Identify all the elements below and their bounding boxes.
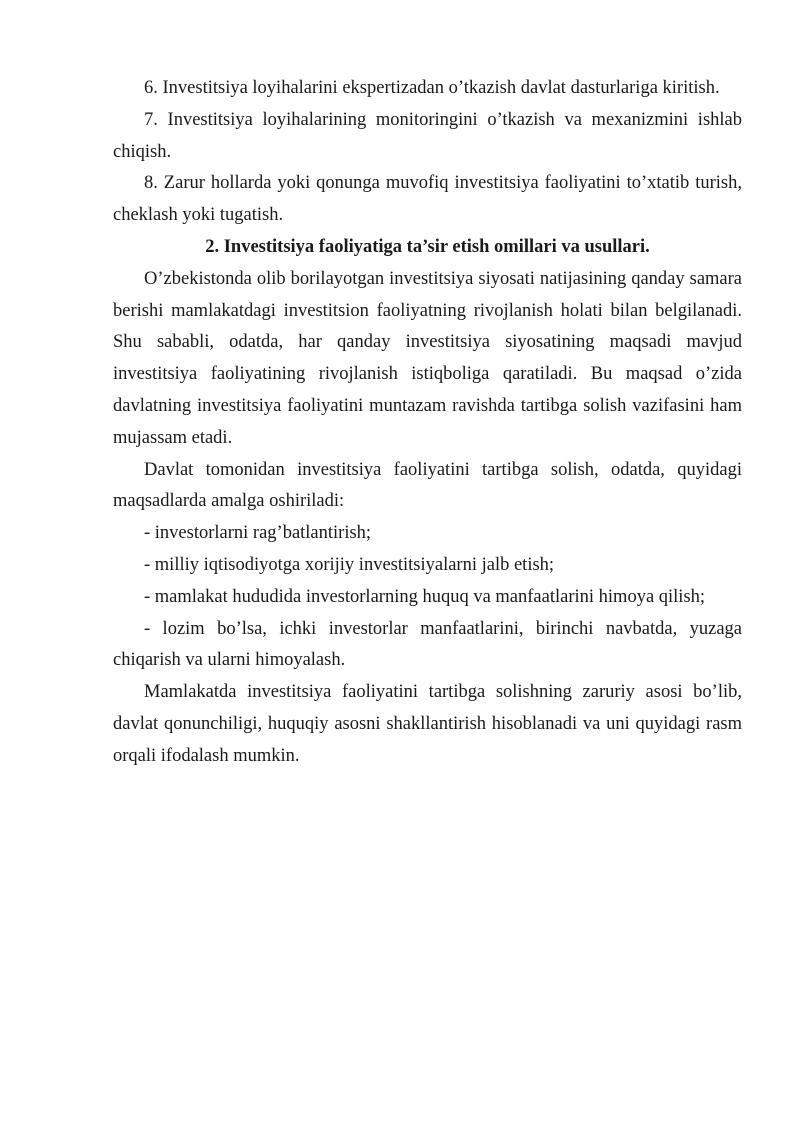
body-paragraph: O’zbekistonda olib borilayotgan investitsiya siyosati natijasining qanday samara berishi mamlakatdagi investitsion faoliyatning rivojlanish holati bilan belgilanadi. Shu sababli, odatda, har qanday investitsiya siyosatining maqsadi mavjud investitsiya faoliyatining rivojlanish istiqboliga qaratiladi. Bu maqsad o’zida davlatning investitsiya faoliyatini muntazam ravishda tartibga solish vazifasini ham mujassam etadi. [113,268,742,448]
list-item-7: 7. Investitsiya loyihalarining monitoringini o’tkazish va mexanizmini ishlab chiqish. [113,109,742,162]
body-paragraph: Mamlakatda investitsiya faoliyatini tartibga solishning zaruriy asosi bo’lib, davlat qonunchiligi, huquqiy asosni shakllantirish hisoblanadi va uni quyidagi rasm orqali ifodalash mumkin. [113,682,742,766]
bullet-item: - lozim bo’lsa, ichki investorlar manfaatlarini, birinchi navbatda, yuzaga chiqarish va ularni himoyalash. [113,618,742,671]
body-paragraph: Davlat tomonidan investitsiya faoliyatini tartibga solish, odatda, quyidagi maqsadlarda amalga oshiriladi: [113,459,742,512]
list-item-8: 8. Zarur hollarda yoki qonunga muvofiq investitsiya faoliyatini to’xtatib turish, cheklash yoki tugatish. [113,173,742,226]
section-heading: 2. Investitsiya faoliyatiga ta’sir etish omillari va usullari. [205,236,650,257]
document-body [113,73,742,773]
bullet-item: - milliy iqtisodiyotga xorijiy investitsiyalarni jalb etish; [144,554,555,575]
bullet-item: - mamlakat hududida investorlarning huquq va manfaatlarini himoya qilish; [144,586,706,607]
list-item-6: 6. Investitsiya loyihalarini ekspertizadan o’tkazish davlat dasturlariga kiritish. [144,78,720,98]
bullet-item: - investorlarni rag’batlantirish; [144,523,372,544]
